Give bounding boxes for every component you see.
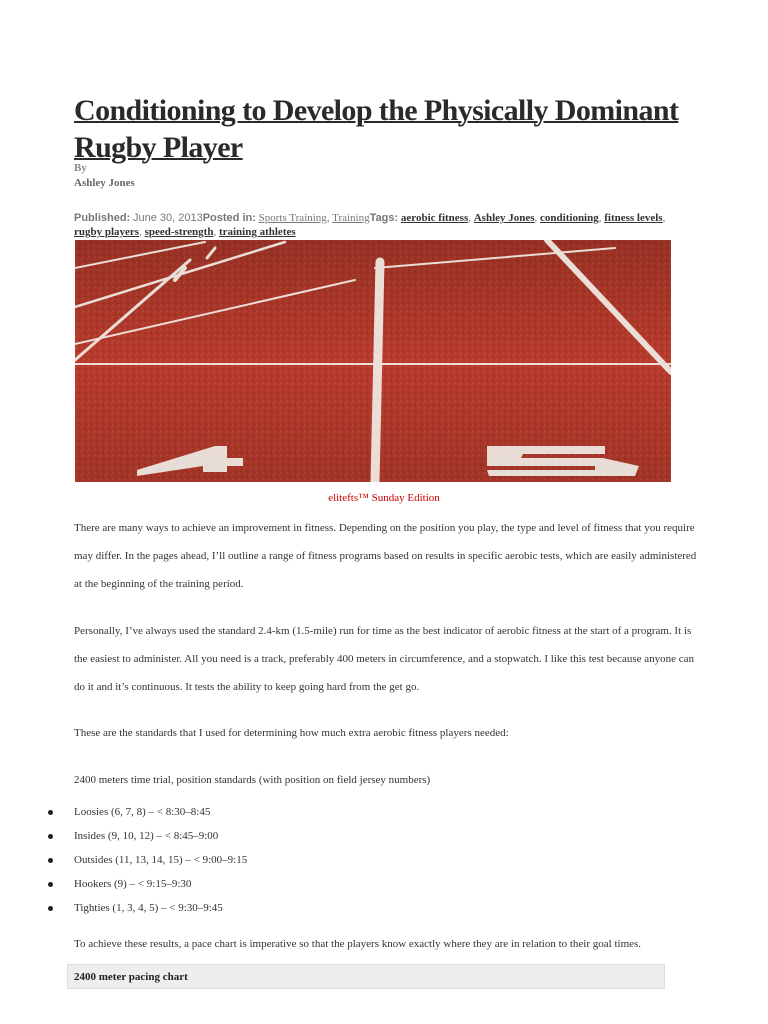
tag-link[interactable]: speed-strength <box>144 226 214 238</box>
published-date: June 30, 2013 <box>132 212 203 224</box>
byline-label: By <box>74 162 87 174</box>
track-illustration <box>75 240 671 482</box>
list-item-text: Outsides (11, 13, 14, 15) – < 9:00–9:15 <box>74 854 248 866</box>
tag-link[interactable]: conditioning <box>540 212 599 224</box>
tags-label: Tags: <box>369 212 399 224</box>
tag-link[interactable]: rugby players <box>74 226 140 238</box>
post-meta: Published: June 30, 2013Posted in: Sports Training, TrainingTags: aerobic fitness, Ashley Jones, conditioning, fitness levels, rugby players, speed-strength, training athletes <box>74 212 666 238</box>
bullet-icon <box>48 906 53 911</box>
article-title[interactable] <box>74 92 714 166</box>
closing-paragraph: To achieve these results, a pace chart is imperative so that the players know exactly where they are in relation to their goal times. <box>74 938 642 950</box>
image-caption: elitefts™ Sunday Edition <box>328 492 440 504</box>
pacing-chart-title: 2400 meter pacing chart <box>74 971 188 983</box>
author-name: Ashley Jones <box>74 177 135 189</box>
tag-link[interactable]: training athletes <box>218 226 296 238</box>
category-link[interactable]: Training <box>332 212 370 224</box>
method-paragraph: Personally, I’ve always used the standard 2.4-km (1.5-mile) run for time as the best indicator of aerobic fitness at the start of a program. It is the easiest to administer. All you need is a track, preferably 400 meters in circumference, and a stopwatch. I like this test because anyone can do it and it’s continuous. It tests the ability to keep going hard from the get go. <box>74 625 695 693</box>
category-link[interactable]: Sports Training <box>258 212 327 224</box>
published-label: Published: <box>74 212 131 224</box>
bullet-icon <box>48 834 53 839</box>
posted-in-label: Posted in: <box>202 212 256 224</box>
list-item-text: Insides (9, 10, 12) – < 8:45–9:00 <box>74 830 219 842</box>
list-item-text: Loosies (6, 7, 8) – < 8:30–8:45 <box>74 806 211 818</box>
intro-paragraph: There are many ways to achieve an improvement in fitness. Depending on the position you play, the type and level of fitness that you require may differ. In the pages ahead, I’ll outline a range of fitness programs based on results in specific aerobic tests, which are easily administered at the beginning of the training period. <box>74 522 697 590</box>
running-track-image <box>75 240 671 482</box>
tag-link[interactable]: aerobic fitness <box>400 212 469 224</box>
article-title-link[interactable]: Conditioning to Develop the Physically Dominant Rugby Player <box>74 94 679 164</box>
tag-link[interactable]: fitness levels <box>604 212 663 224</box>
time-trial-paragraph: 2400 meters time trial, position standards (with position on field jersey numbers) <box>74 774 431 786</box>
list-item-text: Tighties (1, 3, 4, 5) – < 9:30–9:45 <box>74 902 223 914</box>
list-item-text: Hookers (9) – < 9:15–9:30 <box>74 878 192 890</box>
tag-link[interactable]: Ashley Jones <box>473 212 535 224</box>
bullet-icon <box>48 882 53 887</box>
pacing-chart-header <box>67 964 665 989</box>
bullet-icon <box>48 858 53 863</box>
standards-intro-paragraph: These are the standards that I used for determining how much extra aerobic fitness players needed: <box>74 727 509 739</box>
bullet-icon <box>48 810 53 815</box>
